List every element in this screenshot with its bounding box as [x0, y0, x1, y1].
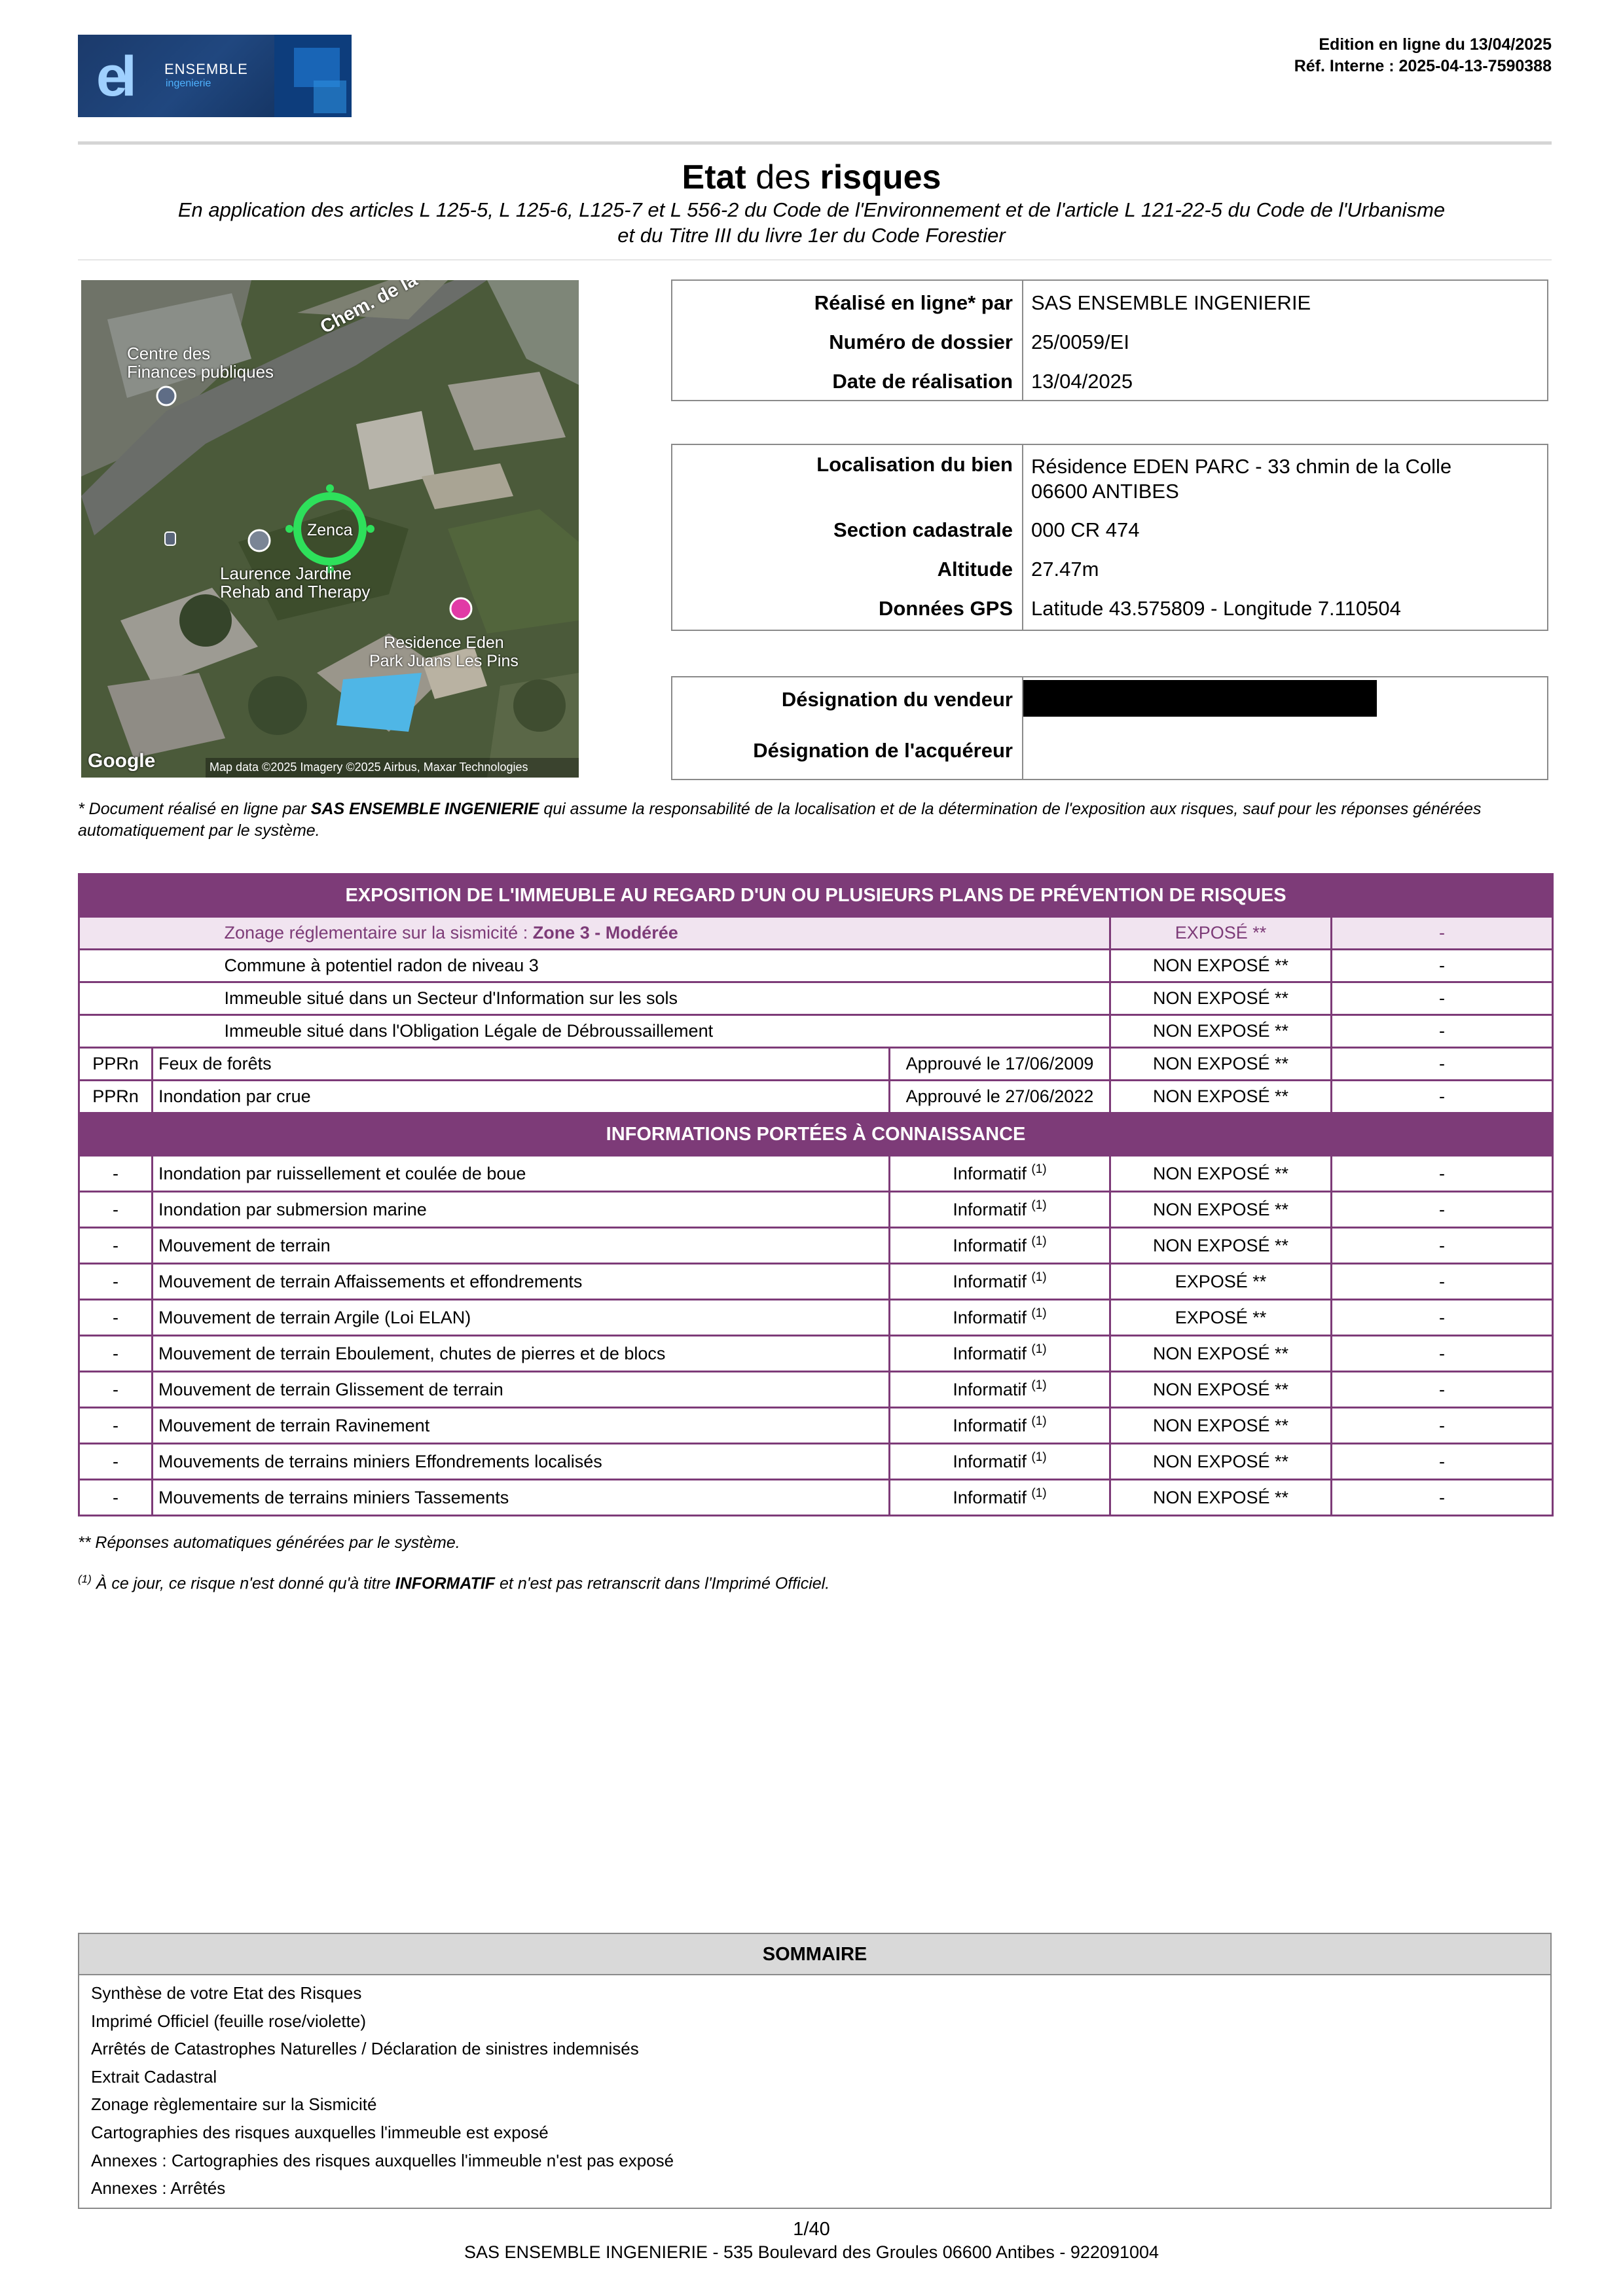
map-credits: Map data ©2025 Imagery ©2025 Airbus, Maxar Technologies — [206, 758, 579, 778]
section-header-informations: INFORMATIONS PORTÉES À CONNAISSANCE — [79, 1113, 1553, 1156]
map-label-zenca: Zenca — [307, 521, 353, 539]
sommaire-item: Imprimé Officiel (feuille rose/violette) — [91, 2011, 366, 2031]
table-row-info: - Inondation par ruissellement et coulée de boue Informatif $^{(1)}$ NON EXPOSÉ ** - — [79, 1156, 1553, 1192]
informatif-note: $^{(1)}$ À ce jour, ce risque n'est donné qu'à titre INFORMATIF et n'est pas retranscrit dans l'Imprimé Officiel. — [78, 1573, 830, 1593]
company-logo: el ENSEMBLE ingenierie — [78, 35, 352, 117]
info-label: Réalisé en ligne* par — [814, 291, 1013, 314]
table-row-info: - Mouvements de terrains miniers Tassements Informatif $^{(1)}$ NON EXPOSÉ ** - — [79, 1480, 1553, 1516]
auto-response-note: ** Réponses automatiques générées par le système. — [78, 1534, 460, 1552]
table-row-info: - Mouvement de terrain Eboulement, chutes de pierres et de blocs Informatif $^{(1)}$ NON EXPOSÉ ** - — [79, 1336, 1553, 1372]
table-row-info: - Mouvement de terrain Glissement de terrain Informatif $^{(1)}$ NON EXPOSÉ ** - — [79, 1372, 1553, 1408]
table-row-ppr: PPRn Feux de forêts Approuvé le 17/06/2009 NON EXPOSÉ ** - — [79, 1048, 1553, 1081]
footer-company: SAS ENSEMBLE INGENIERIE - 535 Boulevard des Groules 06600 Antibes - 922091004 — [464, 2242, 1159, 2262]
edition-date: Edition en ligne du 13/04/2025 — [1319, 35, 1552, 54]
logo-sub: ingenierie — [166, 78, 211, 89]
info-value: 13/04/2025 — [1031, 370, 1133, 393]
info-value: SAS ENSEMBLE INGENIERIE — [1031, 291, 1311, 314]
info-label: Données GPS — [879, 597, 1013, 620]
sismicite-label: Zonage réglementaire sur la sismicité : Zone 3 - Modérée — [153, 917, 1110, 950]
map-label-centre: Centre des Finances publiques — [127, 344, 274, 382]
info-value-address: Résidence EDEN PARC - 33 chmin de la Colle 06600 ANTIBES — [1031, 455, 1452, 503]
info-box-parties — [671, 676, 1548, 780]
table-row: Commune à potentiel radon de niveau 3 NON EXPOSÉ ** - — [79, 950, 1553, 982]
info-box-realisation — [671, 279, 1548, 401]
table-row-info: - Inondation par submersion marine Informatif $^{(1)}$ NON EXPOSÉ ** - — [79, 1192, 1553, 1228]
table-row: Immeuble situé dans l'Obligation Légale de Débroussaillement NON EXPOSÉ ** - — [79, 1015, 1553, 1048]
sommaire-item: Annexes : Cartographies des risques auxquelles l'immeuble n'est pas exposé — [91, 2150, 674, 2170]
table-row-ppr: PPRn Inondation par crue Approuvé le 27/06/2022 NON EXPOSÉ ** - — [79, 1081, 1553, 1113]
info-value: 27.47m — [1031, 558, 1099, 581]
info-label: Date de réalisation — [832, 370, 1013, 393]
risk-table — [78, 873, 1554, 1516]
info-label: Numéro de dossier — [829, 331, 1013, 353]
sommaire-item: Synthèse de votre Etat des Risques — [91, 1983, 362, 2003]
sommaire-item: Zonage règlementaire sur la Sismicité — [91, 2094, 377, 2115]
table-row-info: - Mouvement de terrain Ravinement Informatif $^{(1)}$ NON EXPOSÉ ** - — [79, 1408, 1553, 1444]
logo-name: ENSEMBLE — [164, 61, 248, 77]
info-value: 25/0059/EI — [1031, 331, 1129, 353]
section-header-exposition: EXPOSITION DE L'IMMEUBLE AU REGARD D'UN OU PLUSIEURS PLANS DE PRÉVENTION DE RISQUES — [79, 874, 1553, 917]
table-row-info: - Mouvements de terrains miniers Effondrements localisés Informatif $^{(1)}$ NON EXPOSÉ ** - — [79, 1444, 1553, 1480]
info-label: Désignation de l'acquéreur — [753, 739, 1013, 762]
header-meta — [1294, 34, 1552, 77]
header-divider — [78, 141, 1552, 145]
status-cell: EXPOSÉ ** — [1110, 917, 1332, 950]
info-box-localisation — [671, 444, 1548, 631]
info-label: Altitude — [937, 558, 1013, 581]
sommaire-item: Arrêtés de Catastrophes Naturelles / Déclaration de sinistres indemnisés — [91, 2039, 639, 2059]
table-row-info: - Mouvement de terrain Affaissements et effondrements Informatif $^{(1)}$ EXPOSÉ ** - — [79, 1264, 1553, 1300]
disclaimer-note: * Document réalisé en ligne par SAS ENSEMBLE INGENIERIE qui assume la responsabilité de la localisation et de la détermination de l'exposition aux risques, sauf pour les réponses générées automatiquement par le système. — [78, 800, 1482, 840]
table-row-info: - Mouvement de terrain Argile (Loi ELAN) Informatif $^{(1)}$ EXPOSÉ ** - — [79, 1300, 1553, 1336]
map-label-laurence: Laurence Jardine Rehab and Therapy — [220, 564, 371, 601]
info-value: Latitude 43.575809 - Longitude 7.110504 — [1031, 597, 1401, 620]
info-label: Section cadastrale — [833, 518, 1013, 541]
info-value: 000 CR 474 — [1031, 518, 1140, 541]
sommaire-item: Cartographies des risques auxquelles l'immeuble est exposé — [91, 2122, 549, 2142]
sommaire-title: SOMMAIRE — [79, 1934, 1550, 1975]
table-row: Immeuble situé dans un Secteur d'Information sur les sols NON EXPOSÉ ** - — [79, 982, 1553, 1015]
table-row-info: - Mouvement de terrain Informatif $^{(1)}$ NON EXPOSÉ ** - — [79, 1228, 1553, 1264]
google-logo: Google — [88, 750, 156, 772]
redacted-vendeur — [1023, 680, 1377, 717]
sommaire-item: Extrait Cadastral — [91, 2066, 217, 2087]
internal-ref: Réf. Interne : 2025-04-13-7590388 — [1294, 57, 1552, 75]
page-number: 1/40 — [793, 2219, 830, 2240]
extra-cell: - — [1332, 917, 1553, 950]
title-divider — [78, 259, 1552, 260]
sommaire-list — [79, 1975, 1550, 2208]
info-label: Désignation du vendeur — [781, 688, 1013, 711]
satellite-map — [81, 280, 579, 778]
page-title: Etat des risques — [682, 158, 941, 196]
map-label-street: Chem. de la — [317, 280, 421, 338]
sommaire-item: Annexes : Arrêtés — [91, 2178, 226, 2198]
info-label: Localisation du bien — [816, 453, 1013, 476]
page-subtitle: En application des articles L 125-5, L 125-6, L125-7 et L 556-2 du Code de l'Environnement et de l'article L 121-22-5 du Code de l'Urbanisme et du Titre III du livre 1er du Code Forestier — [177, 198, 1446, 247]
map-label-residence: Residence Eden Park Juans Les Pins — [369, 634, 519, 670]
table-row-sismicite — [79, 917, 1553, 950]
sommaire-box — [78, 1933, 1552, 2209]
